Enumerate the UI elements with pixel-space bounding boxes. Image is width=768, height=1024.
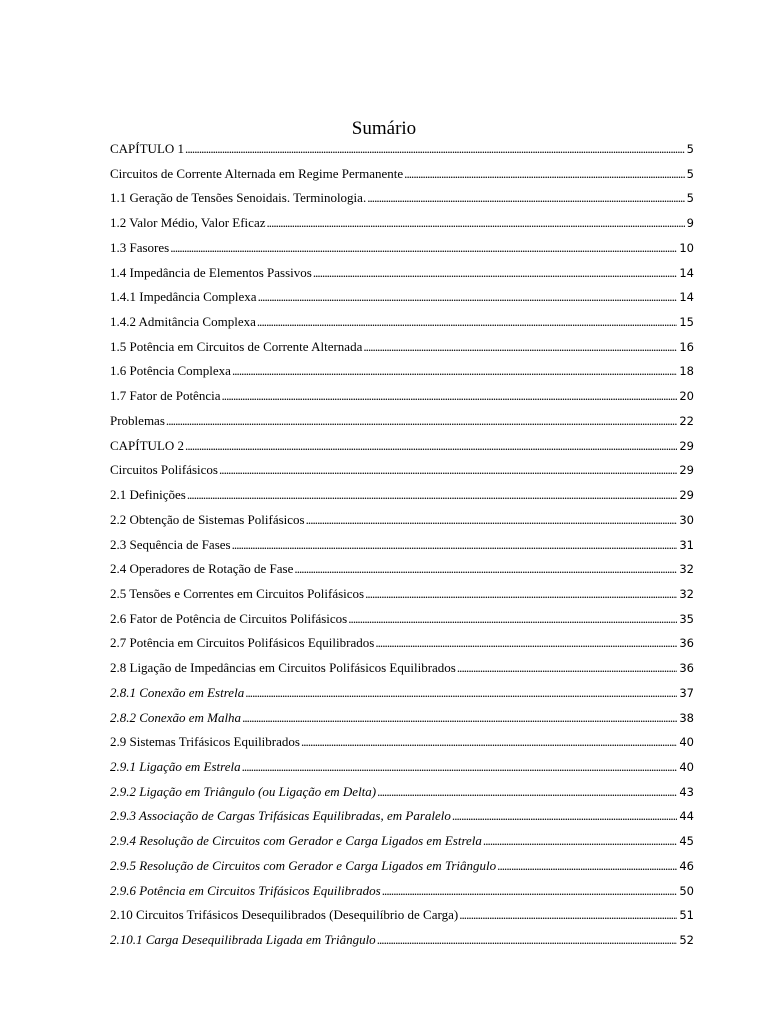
toc-entry-label: 1.2 Valor Médio, Valor Eficaz [110, 215, 266, 231]
dot-leader [242, 755, 678, 780]
toc-entry-label: 1.1 Geração de Tensões Senoidais. Terminologia. [110, 190, 367, 206]
toc-entry[interactable] [110, 607, 694, 632]
toc-entry-label: 2.1 Definições [110, 487, 186, 503]
toc-entry-page-number: 5 [686, 191, 694, 206]
toc-entry-label: 1.4.1 Impedância Complexa [110, 289, 257, 305]
toc-entry[interactable] [110, 706, 694, 731]
dot-leader [365, 582, 677, 607]
toc-entry-page-number: 5 [686, 166, 694, 181]
toc-entry-page-number: 36 [679, 661, 694, 676]
dot-leader [483, 829, 677, 854]
toc-entry[interactable] [110, 310, 694, 335]
dot-leader [258, 285, 678, 310]
toc-entry[interactable] [110, 780, 694, 805]
toc-entry-page-number: 43 [679, 784, 694, 799]
toc-entry-label: 2.9 Sistemas Trifásicos Equilibrados [110, 734, 300, 750]
toc-entry-label: 2.10 Circuitos Trifásicos Desequilibrados (Desequilíbrio de Carga) [110, 907, 459, 923]
toc-entry[interactable] [110, 236, 694, 261]
toc-entry[interactable] [110, 631, 694, 656]
toc-entry[interactable] [110, 186, 694, 211]
toc-entry[interactable] [110, 829, 694, 854]
page-title: Sumário [351, 118, 417, 139]
toc-entry-label: CAPÍTULO 2 [110, 437, 185, 453]
toc-entry-page-number: 30 [679, 512, 694, 527]
toc-entry[interactable] [110, 730, 694, 755]
dot-leader [257, 310, 677, 335]
dot-leader [375, 631, 677, 656]
toc-entry-label: 2.2 Obtenção de Sistemas Polifásicos [110, 511, 305, 527]
toc-entry-label: 2.9.6 Potência em Circuitos Trifásicos Equilibrados [110, 882, 381, 898]
toc-entry[interactable] [110, 656, 694, 681]
dot-leader [185, 434, 677, 459]
toc-entry-page-number: 52 [679, 933, 694, 947]
toc-entry-page-number: 36 [679, 636, 694, 651]
toc-entry-page-number: 9 [686, 216, 694, 231]
toc-entry[interactable] [110, 483, 694, 508]
dot-leader [166, 409, 677, 434]
toc-entry-page-number: 46 [679, 858, 694, 873]
toc-entry-page-number: 45 [679, 834, 694, 849]
toc-entry[interactable] [110, 261, 694, 286]
dot-leader [245, 681, 677, 706]
toc-entry-label: 2.9.2 Ligação em Triângulo (ou Ligação em Delta) [110, 783, 377, 799]
dot-leader [266, 211, 684, 236]
toc-entry-page-number: 18 [679, 364, 694, 379]
dot-leader [301, 730, 677, 755]
dot-leader [363, 335, 677, 360]
toc-entry-page-number: 16 [679, 339, 694, 354]
toc-entry-page-number: 44 [679, 809, 694, 824]
dot-leader [232, 533, 678, 558]
toc-entry-page-number: 35 [679, 611, 694, 626]
dot-leader [497, 854, 677, 879]
toc-entry[interactable] [110, 557, 694, 582]
toc-entry[interactable] [110, 582, 694, 607]
toc-entry-page-number: 40 [679, 759, 694, 774]
toc-entry-label: 2.3 Sequência de Fases [110, 536, 231, 552]
toc-entry-page-number: 20 [679, 389, 694, 404]
toc-entry-page-number: 15 [679, 315, 694, 330]
toc-entry[interactable] [110, 162, 694, 187]
toc-entry-label: 2.9.1 Ligação em Estrela [110, 758, 241, 774]
toc-entry-page-number: 14 [679, 265, 694, 280]
toc-entry-page-number: 32 [679, 586, 694, 601]
toc-entry[interactable] [110, 211, 694, 236]
toc-entry-label: 2.10.1 Carga Desequilibrada Ligada em Triângulo [110, 932, 376, 947]
dot-leader [294, 557, 677, 582]
toc-entry-label: 1.6 Potência Complexa [110, 363, 231, 379]
toc-entry-page-number: 40 [679, 735, 694, 750]
toc-entry-label: Circuitos de Corrente Alternada em Regime Permanente [110, 165, 404, 181]
toc-entry[interactable] [110, 335, 694, 360]
toc-entry[interactable] [110, 384, 694, 409]
dot-leader [382, 879, 678, 904]
toc-entry[interactable] [110, 359, 694, 384]
toc-entry[interactable] [110, 903, 694, 928]
toc-entry-label: 2.5 Tensões e Correntes em Circuitos Polifásicos [110, 585, 365, 601]
toc-entry-label: 1.4 Impedância de Elementos Passivos [110, 264, 312, 280]
toc-entry-label: 2.9.3 Associação de Cargas Trifásicas Equilibradas, em Paralelo [110, 808, 451, 824]
toc-entry-page-number: 29 [679, 463, 694, 478]
dot-leader [187, 483, 678, 508]
toc-entry[interactable] [110, 804, 694, 829]
table-of-contents [110, 137, 694, 953]
toc-entry-page-number: 31 [679, 537, 694, 552]
toc-entry-page-number: 14 [679, 290, 694, 305]
dot-leader [221, 384, 677, 409]
toc-entry-label: 2.9.5 Resolução de Circuitos com Gerador e Carga Ligados em Triângulo [110, 857, 497, 873]
dot-leader [348, 607, 677, 632]
toc-entry[interactable] [110, 285, 694, 310]
toc-entry[interactable] [110, 755, 694, 780]
toc-entry-page-number: 51 [679, 908, 694, 923]
toc-entry-label: 2.9.4 Resolução de Circuitos com Gerador e Carga Ligados em Estrela [110, 833, 482, 849]
dot-leader [232, 359, 677, 384]
toc-entry-page-number: 32 [679, 562, 694, 577]
toc-entry-label: 2.7 Potência em Circuitos Polifásicos Equilibrados [110, 635, 375, 651]
toc-entry-label: Problemas [110, 412, 165, 428]
dot-leader [459, 903, 677, 928]
dot-leader [457, 656, 678, 681]
toc-entry-label: 1.5 Potência em Circuitos de Corrente Alternada [110, 338, 363, 354]
toc-entry[interactable] [110, 533, 694, 558]
dot-leader [219, 458, 677, 483]
toc-entry-page-number: 22 [679, 413, 694, 428]
dot-leader [170, 236, 677, 261]
toc-entry[interactable] [110, 137, 694, 162]
toc-entry-label: 2.4 Operadores de Rotação de Fase [110, 561, 294, 577]
toc-entry-page-number: 37 [679, 685, 694, 700]
toc-entry[interactable] [110, 854, 694, 879]
toc-entry-page-number: 29 [679, 488, 694, 503]
toc-entry[interactable] [110, 681, 694, 706]
toc-entry[interactable] [110, 409, 694, 434]
dot-leader [367, 186, 684, 211]
dot-leader [185, 137, 685, 162]
toc-entry[interactable] [110, 508, 694, 533]
toc-entry-page-number: 38 [679, 710, 694, 725]
toc-entry[interactable] [110, 928, 694, 953]
toc-entry-label: 2.8.1 Conexão em Estrela [110, 684, 245, 700]
dot-leader [377, 780, 677, 805]
toc-entry-label: 1.4.2 Admitância Complexa [110, 314, 256, 330]
dot-leader [242, 706, 677, 731]
toc-entry-label: Circuitos Polifásicos [110, 462, 218, 478]
toc-entry-label: 2.8.2 Conexão em Malha [110, 709, 242, 725]
toc-entry[interactable] [110, 458, 694, 483]
toc-entry[interactable] [110, 879, 694, 904]
toc-entry-label: 1.3 Fasores [110, 239, 170, 255]
toc-entry-page-number: 50 [679, 883, 694, 898]
dot-leader [306, 508, 678, 533]
toc-entry-page-number: 10 [679, 240, 694, 255]
toc-entry-label: 1.7 Fator de Potência [110, 388, 221, 404]
toc-entry-label: 2.8 Ligação de Impedâncias em Circuitos Polifásicos Equilibrados [110, 660, 456, 676]
toc-entry-page-number: 5 [686, 142, 694, 156]
toc-entry-label: 2.6 Fator de Potência de Circuitos Polifásicos [110, 610, 348, 626]
toc-entry-page-number: 29 [679, 438, 694, 453]
dot-leader [313, 261, 678, 286]
toc-entry[interactable] [110, 434, 694, 459]
dot-leader [404, 162, 685, 187]
dot-leader [377, 928, 678, 953]
dot-leader [452, 804, 677, 829]
toc-entry-label: CAPÍTULO 1 [110, 141, 185, 156]
